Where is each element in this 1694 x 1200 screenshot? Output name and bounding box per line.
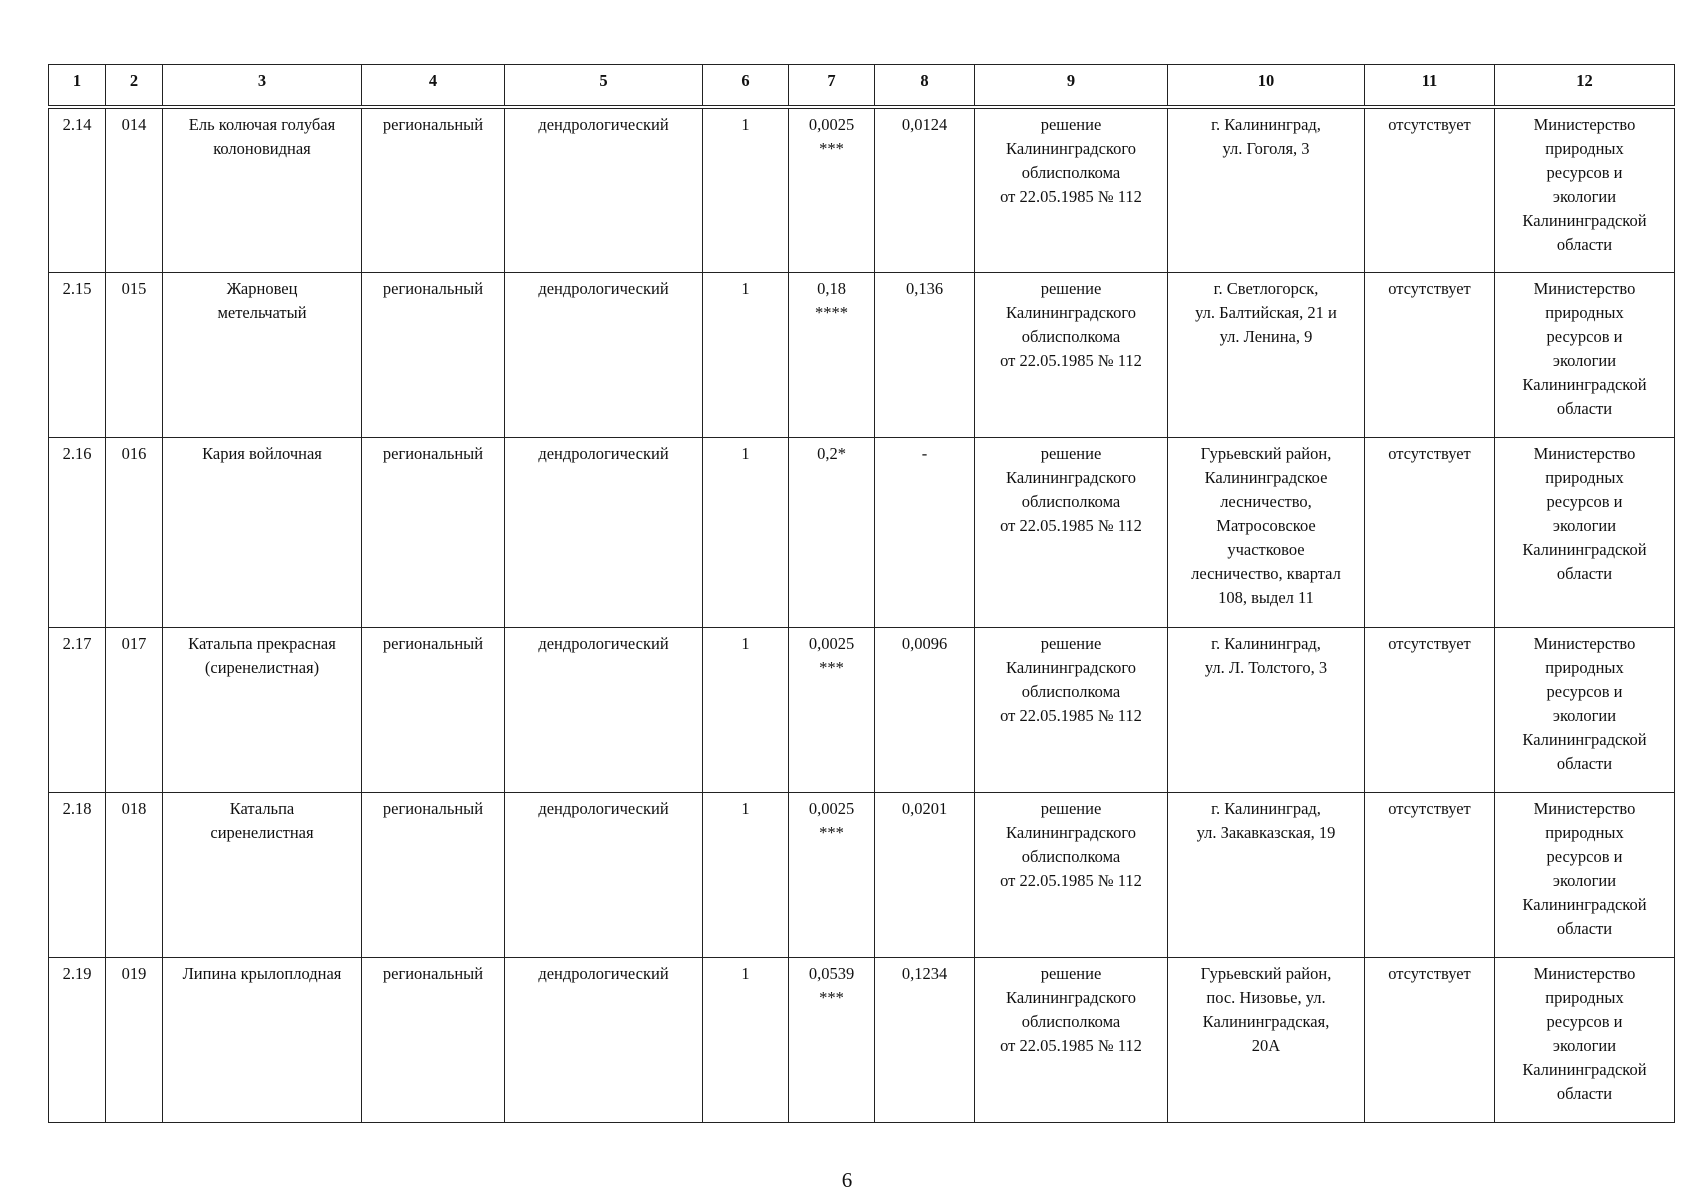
column-header: 9: [975, 65, 1168, 108]
area-cell: 0,0539 ***: [789, 957, 875, 1122]
natural-monuments-table: [48, 64, 1675, 1123]
row-number-cell: 2.19: [49, 957, 106, 1122]
table-row: [49, 437, 1675, 627]
row-number-cell: 2.17: [49, 627, 106, 792]
row-code-cell: 017: [106, 627, 163, 792]
profile-cell: дендрологический: [505, 627, 703, 792]
row-code-cell: 016: [106, 437, 163, 627]
column-header: 4: [362, 65, 505, 108]
table-row: [49, 957, 1675, 1122]
area-cell: 0,18 ****: [789, 272, 875, 437]
row-code-cell: 019: [106, 957, 163, 1122]
legal-basis-cell: решение Калининградского облисполкома от 22.05.1985 № 112: [975, 437, 1168, 627]
area-secondary-cell: 0,1234: [875, 957, 975, 1122]
profile-cell: дендрологический: [505, 792, 703, 957]
authority-cell: Министерство природных ресурсов и экологии Калининградской области: [1495, 957, 1675, 1122]
legal-basis-cell: решение Калининградского облисполкома от 22.05.1985 № 112: [975, 792, 1168, 957]
legal-basis-cell: решение Калининградского облисполкома от 22.05.1985 № 112: [975, 107, 1168, 272]
object-name-cell: Липина крылоплодная: [163, 957, 362, 1122]
area-secondary-cell: 0,136: [875, 272, 975, 437]
profile-cell: дендрологический: [505, 107, 703, 272]
table-row: [49, 272, 1675, 437]
area-secondary-cell: 0,0096: [875, 627, 975, 792]
row-number-cell: 2.14: [49, 107, 106, 272]
buffer-zone-cell: отсутствует: [1365, 437, 1495, 627]
location-cell: г. Калининград, ул. Гоголя, 3: [1168, 107, 1365, 272]
table-row: [49, 792, 1675, 957]
significance-cell: региональный: [362, 627, 505, 792]
column-header: 7: [789, 65, 875, 108]
column-header: 12: [1495, 65, 1675, 108]
location-cell: г. Калининград, ул. Л. Толстого, 3: [1168, 627, 1365, 792]
row-code-cell: 015: [106, 272, 163, 437]
area-cell: 0,2*: [789, 437, 875, 627]
buffer-zone-cell: отсутствует: [1365, 957, 1495, 1122]
column-header: 3: [163, 65, 362, 108]
location-cell: Гурьевский район, Калининградское лесничество, Матросовское участковое лесничество, квартал 108, выдел 11: [1168, 437, 1365, 627]
legal-basis-cell: решение Калининградского облисполкома от 22.05.1985 № 112: [975, 957, 1168, 1122]
column-header: 6: [703, 65, 789, 108]
significance-cell: региональный: [362, 437, 505, 627]
column-header: 8: [875, 65, 975, 108]
count-cell: 1: [703, 792, 789, 957]
buffer-zone-cell: отсутствует: [1365, 107, 1495, 272]
authority-cell: Министерство природных ресурсов и экологии Калининградской области: [1495, 627, 1675, 792]
count-cell: 1: [703, 272, 789, 437]
object-name-cell: Ель колючая голубая колоновидная: [163, 107, 362, 272]
area-secondary-cell: 0,0124: [875, 107, 975, 272]
column-header: 10: [1168, 65, 1365, 108]
count-cell: 1: [703, 437, 789, 627]
authority-cell: Министерство природных ресурсов и экологии Калининградской области: [1495, 272, 1675, 437]
authority-cell: Министерство природных ресурсов и экологии Калининградской области: [1495, 792, 1675, 957]
object-name-cell: Жарновец метельчатый: [163, 272, 362, 437]
buffer-zone-cell: отсутствует: [1365, 627, 1495, 792]
table-row: [49, 627, 1675, 792]
profile-cell: дендрологический: [505, 272, 703, 437]
area-cell: 0,0025 ***: [789, 627, 875, 792]
count-cell: 1: [703, 957, 789, 1122]
profile-cell: дендрологический: [505, 437, 703, 627]
count-cell: 1: [703, 627, 789, 792]
row-number-cell: 2.18: [49, 792, 106, 957]
significance-cell: региональный: [362, 107, 505, 272]
object-name-cell: Катальпа сиренелистная: [163, 792, 362, 957]
legal-basis-cell: решение Калининградского облисполкома от 22.05.1985 № 112: [975, 272, 1168, 437]
column-header: 11: [1365, 65, 1495, 108]
area-cell: 0,0025 ***: [789, 792, 875, 957]
object-name-cell: Катальпа прекрасная (сиренелистная): [163, 627, 362, 792]
significance-cell: региональный: [362, 272, 505, 437]
header-row: [49, 65, 1675, 108]
table-row: [49, 107, 1675, 272]
significance-cell: региональный: [362, 957, 505, 1122]
profile-cell: дендрологический: [505, 957, 703, 1122]
row-code-cell: 018: [106, 792, 163, 957]
column-header: 1: [49, 65, 106, 108]
authority-cell: Министерство природных ресурсов и экологии Калининградской области: [1495, 107, 1675, 272]
legal-basis-cell: решение Калининградского облисполкома от 22.05.1985 № 112: [975, 627, 1168, 792]
buffer-zone-cell: отсутствует: [1365, 792, 1495, 957]
location-cell: г. Светлогорск, ул. Балтийская, 21 и ул. Ленина, 9: [1168, 272, 1365, 437]
column-header: 5: [505, 65, 703, 108]
page-number: 6: [841, 1168, 853, 1192]
column-header: 2: [106, 65, 163, 108]
document-sheet: [48, 64, 1674, 1123]
area-secondary-cell: 0,0201: [875, 792, 975, 957]
object-name-cell: Кария войлочная: [163, 437, 362, 627]
authority-cell: Министерство природных ресурсов и экологии Калининградской области: [1495, 437, 1675, 627]
significance-cell: региональный: [362, 792, 505, 957]
row-code-cell: 014: [106, 107, 163, 272]
count-cell: 1: [703, 107, 789, 272]
location-cell: Гурьевский район, пос. Низовье, ул. Калининградская, 20А: [1168, 957, 1365, 1122]
area-secondary-cell: -: [875, 437, 975, 627]
buffer-zone-cell: отсутствует: [1365, 272, 1495, 437]
row-number-cell: 2.16: [49, 437, 106, 627]
area-cell: 0,0025 ***: [789, 107, 875, 272]
location-cell: г. Калининград, ул. Закавказская, 19: [1168, 792, 1365, 957]
row-number-cell: 2.15: [49, 272, 106, 437]
